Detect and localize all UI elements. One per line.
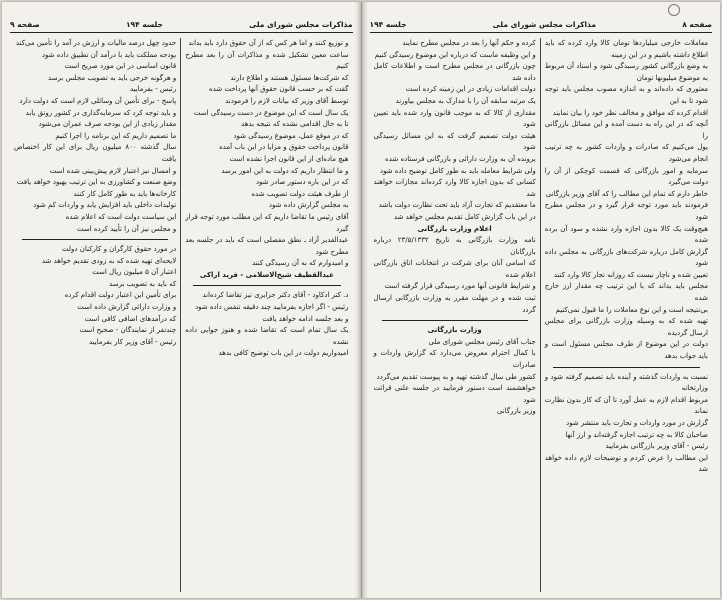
divider <box>382 320 528 321</box>
text-line: هیچ ماده‌ای از این قانون اجرا نشده است <box>229 154 349 163</box>
text-line: تهیه شده که به وسیله وزارت بازرگانی برای مجلس ارسال گردیده <box>544 317 708 337</box>
text-line: از طرف هیئت دولت تصویب شده <box>251 189 349 198</box>
left-page-col-right <box>181 38 352 592</box>
divider <box>553 367 700 368</box>
text-line: و امیدوارم که به آن رسیدگی کنند <box>251 259 349 268</box>
divider <box>22 239 168 240</box>
text-line: لایحه‌ای تهیه شده که به زودی تقدیم خواهد شد <box>41 256 177 265</box>
left-col-l-lines <box>14 38 176 235</box>
text-line: عبدالقدیر آزاد ـ نطق مفصلی است که باید در جلسه بعد مطرح شود <box>185 236 349 256</box>
text-line: قانون پرداخت حقوق و مزایا در این باب آمده <box>219 143 349 152</box>
notice-body <box>374 235 536 316</box>
text-line: حدود چهل درصد مالیات و ارزش در آمد را تأمین می‌کند <box>15 39 177 47</box>
text-line: و توزیع کنند و اما هر کس که از آن حقوق دارد باید بداند <box>188 39 349 47</box>
text-line: رئیس - آقای وزیر کار بفرمایید <box>88 337 177 346</box>
text-line: نامه وزارت بازرگانی به تاریخ ۲۳/۵/۱۳۳۲ درباره بازرگانان <box>373 236 536 256</box>
text-line: بودجه مملکت باید با درآمد آن تطبیق داده شود <box>41 50 177 59</box>
left-page-session: جلسه ۱۹۴ <box>125 19 163 29</box>
text-line: قانون اساسی در این مورد صریح است <box>64 62 177 71</box>
right-page-session: جلسه ۱۹۴ <box>369 19 407 29</box>
text-line: ما معتقدیم که تجارت آزاد باید تحت نظارت دولت باشد <box>378 201 536 210</box>
text-line: گزارش در مورد واردات و تجارت باید منتشر شود <box>566 419 708 427</box>
letter-body <box>374 337 536 418</box>
text-line: خواهشمند است دستور فرمایید در جلسه علنی قرائت شود <box>373 384 536 404</box>
text-line: کارخانه‌ها باید به طور کامل کار کنند <box>73 189 177 198</box>
left-page-number: صفحه ۹ <box>10 19 40 29</box>
text-line: معتوری که داده‌اند و به اندازه مصوب مجلس باید توجه شود تا به این <box>544 85 708 105</box>
text-line: که درآمدهای اضافی کافی است <box>84 314 177 323</box>
text-line: به مجلس گزارش داده شود <box>268 201 349 210</box>
text-line: اقدام کرده که موافق و مخالف نظر خود را بیان نمایند <box>552 108 708 117</box>
page-mark-icon <box>668 4 680 16</box>
text-line: چندنفر از نمایندگان - صحیح است <box>79 326 177 335</box>
text-line: صاحبان کالا به چه ترتیب اجازه گرفته‌اند و ارز آنها <box>565 430 708 439</box>
text-line: یک سال است که این موضوع در دست رسیدگی است <box>193 108 349 117</box>
text-line: سال گذشته ۸۰۰ میلیون ریال برای این کار اختصاص یافت <box>14 143 177 163</box>
text-line: اعتبار آن ۵ میلیون ریال است <box>92 268 177 277</box>
text-line: مقداری از کالا که به موجب قانون وارد شده باید تعیین شود <box>373 108 536 129</box>
text-line: پول می‌کنیم که صادرات و واردات کشور به چه ترتیب انجام می‌شود <box>544 143 708 163</box>
text-line: رئیس - آقای وزیر بازرگانی بفرمایید <box>605 442 708 451</box>
left-col-l-b-lines <box>14 244 176 348</box>
text-line: تعیین شده و ناچار نیست که روزانه تجار کالا وارد کنند <box>553 270 708 279</box>
right-col-l-lines <box>374 38 536 224</box>
right-page-header <box>370 18 713 33</box>
text-line: این مطالب را عرض کردم و توضیحات لازم داده خواهد شد <box>544 453 708 474</box>
right-page-columns <box>370 38 713 592</box>
text-line: امیدواریم دولت در این باب توضیح کافی بدهد <box>218 349 349 358</box>
text-line: چون بازرگانی در مجلس مطرح است و اطلاعات کامل داده شد <box>373 62 536 82</box>
text-line: فرمودند باید مورد توجه قرار گیرد و در مجلس مطرح شود <box>544 201 708 221</box>
text-line: با کمال احترام معروض می‌دارد که گزارش واردات و صادرات <box>373 349 536 370</box>
text-line: کسانی که بدون اجازه کالا وارد کرده‌اند مجازات خواهند شد <box>373 178 536 198</box>
text-line: هیئت دولت تصمیم گرفت که به این مسائل رسیدگی شود <box>373 131 536 152</box>
text-line: و شرایط قانونی آنها مورد رسیدگی قرار گرفته است <box>384 282 536 291</box>
text-line: ساعت معین تشکیل شده و مذاکرات آن را بعد مطرح کنیم <box>185 50 349 71</box>
text-line: سرمایه و امور بازرگانی که قسمت کوچکی از آن را دولت می‌گیرد <box>544 166 708 187</box>
text-line: آقای رئیس ما تقاضا داریم که این مطلب مورد توجه قرار گیرد <box>185 212 349 233</box>
text-line: وضع صنعت و کشاورزی به این ترتیب بهبود خواهد یافت <box>16 178 177 187</box>
text-line: و ما انتظار داریم که دولت به این امور برسد <box>221 166 349 175</box>
right-col-r-lines <box>545 38 708 363</box>
right-page-col-left <box>370 38 541 592</box>
text-line: که در این باره دستور صادر شود <box>255 178 349 187</box>
book-spread <box>2 2 720 598</box>
left-page-header <box>10 18 353 33</box>
text-line: که باید به تصویب برسد <box>109 279 177 288</box>
text-line: جناب آقای رئیس مجلس شورای ملی <box>428 337 536 346</box>
text-line: گزارش کامل درباره شرکت‌های بازرگانی به مجلس داده شود <box>544 247 708 268</box>
text-line: هیچ‌وقت یک کالا بدون اجازه وارد نشده و سود آن برده شده <box>544 224 708 245</box>
text-line: د. کتر ادکاود - آقای دکتر جزایری نیز تقاضا کرده‌اند <box>202 291 349 300</box>
text-line: این سیاست دولت است که اعلام شده <box>65 212 177 221</box>
text-line: و مجلس نیز آن را تأیید کرده است <box>76 224 177 233</box>
left-page-col-left <box>10 38 181 592</box>
text-line: نسبت به واردات گذشته و آینده باید تصمیم گرفته شود و وزارتخانه <box>544 372 708 393</box>
text-line: که شرکت‌ها مسئول هستند و اطلاع دارند <box>230 73 349 82</box>
text-line: و این وظیفه ماست که درباره این موضوع رسیدگی کنیم <box>374 50 536 59</box>
text-line: و باید توجه کرد که سرمایه‌گذاری در کشور رونق یابد <box>25 108 177 117</box>
text-line: کشور طی سال گذشته تهیه و به پیوست تقدیم می‌گردد <box>376 372 536 381</box>
text-line: به وضع بازرگانی کشور رسیدگی شود و اسناد آن مربوط به موضوع میلیونها تومان <box>544 62 708 82</box>
left-page-title: مذاکرات مجلس شورای ملی <box>249 19 353 29</box>
text-line: در مورد حقوق کارگران و کارکنان دولت <box>62 245 177 254</box>
text-line: توسط آقای وزیر که بیانات لازم را فرمودند <box>225 96 349 105</box>
text-line: که اسامی آنان برای شرکت در انتخابات اتاق بازرگانی اعلام شده <box>373 259 536 279</box>
text-line: خاطر دارم که تمام این مطالب را که آقای وزیر بازرگانی <box>545 189 708 198</box>
text-line: تولیدات داخلی باید افزایش یابد و واردات کم شود <box>33 201 177 210</box>
text-line: ما تصمیم داریم که این برنامه را اجرا کنیم <box>55 131 177 140</box>
text-line: یک مرتبه سابقه آن را با مدارک به مجلس بیاورند <box>395 96 536 105</box>
left-col-r-b-lines <box>185 290 348 360</box>
text-line: و وزارت دارائی گزارش داده است <box>77 303 177 312</box>
text-line: پاسخ - برای تأمین آن وسائلی لازم است که دولت دارد <box>19 96 177 105</box>
right-page-title: مذاکرات مجلس شورای ملی <box>492 19 597 29</box>
text-line: دولت در این موضوع از طرف مجلس مسئول است و باید جواب بدهد <box>544 340 708 361</box>
text-line: رئیس - اگر اجازه بفرمایید چند دقیقه تنفس داده شود <box>195 303 349 312</box>
text-line: معاملات خارجی میلیاردها تومان کالا وارد کرده که باید اطلاع داشته باشیم و در این زمینه <box>544 39 708 59</box>
text-line: وزیر بازرگانی <box>496 407 536 416</box>
text-line: برای تأمین این اعتبار دولت اقدام کرده <box>64 291 177 300</box>
text-line: ولی شرایط معامله باید به طور کامل توضیح داده شود <box>379 166 536 175</box>
text-line: تا به حال اقدامی نشده که نتیجه بدهد <box>241 120 349 129</box>
left-page <box>2 2 361 598</box>
text-line: دولت اقدامات زیادی در این زمینه کرده است <box>405 85 536 94</box>
text-line: آنچه که در این راه به دست آمده و این مسائل بازرگانی را <box>544 120 708 140</box>
right-page-number: صفحه ۸ <box>682 19 712 29</box>
text-line: در این باب گزارش کامل تقدیم مجلس خواهد شد <box>393 212 536 221</box>
right-col-r-b-lines <box>545 372 708 476</box>
text-line: مقدار زیادی از این بودجه صرف عمران می‌شود <box>38 120 177 129</box>
text-line: و امسال نیز اعتبار لازم پیش‌بینی شده است <box>49 166 177 175</box>
text-line: یک سال تمام است که تقاضا شده و هنوز جوابی داده نشده <box>185 326 349 346</box>
left-col-r-lines <box>185 38 348 270</box>
right-page-col-right <box>541 38 712 592</box>
text-line: کرده و حکم آنها را بعد در مجلس مطرح نمایند <box>402 39 536 47</box>
text-line: مربوط اقدام لازم به عمل آورد تا آن که کار بدون نظارت نماند <box>544 395 708 416</box>
left-page-columns <box>10 38 353 592</box>
text-line: پرونده آن به وزارت دارائی و بازرگانی فرستاده شده <box>385 154 536 163</box>
text-line: و هرگونه خرجی باید به تصویب مجلس برسد <box>48 73 177 82</box>
text-line: ثبت شده و در مهلت مقرر به وزارت بازرگانی ارسال گردد <box>373 294 536 314</box>
right-page <box>361 2 721 598</box>
text-line: که در موقع عمل، موضوع رسیدگی شود <box>233 131 349 140</box>
divider <box>193 285 340 286</box>
text-line: گفت که بر حسب قانون حقوق آنها پرداخت شده <box>208 85 349 94</box>
text-line: مجلس باید بداند که با این ترتیب چه مقدار ارز خارج شده <box>544 282 708 303</box>
text-line: رئیس - بفرمایید <box>129 85 177 94</box>
text-line: و بعد جلسه ادامه خواهد یافت <box>262 314 349 323</box>
letter-title: وزارت بازرگانی <box>427 326 482 335</box>
left-page-signature: عبدالقطیف شیخ‌الاسلامی - فرید اراکی <box>199 270 334 279</box>
notice-title: اعلام وزارت بازرگانی <box>417 224 492 233</box>
text-line: بی‌نتیجه است و این نوع معاملات را ما قبول نمی‌کنیم <box>555 305 708 314</box>
